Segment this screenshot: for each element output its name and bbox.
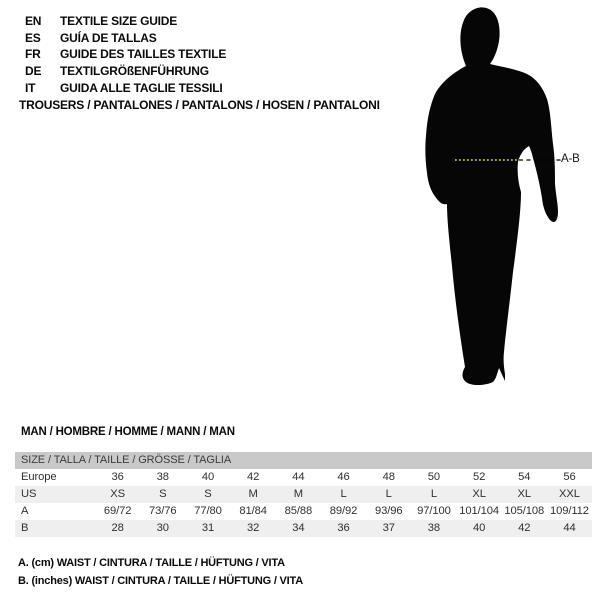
table-cell: XXL <box>559 488 580 500</box>
table-cell: 42 <box>247 471 260 483</box>
table-cell: XS <box>110 488 125 500</box>
language-legend <box>25 13 226 96</box>
table-row-europe <box>15 469 592 486</box>
table-cell: 52 <box>472 471 486 483</box>
table-cell: 73/76 <box>149 505 177 517</box>
row-label: Europe <box>21 471 57 483</box>
table-cell: S <box>204 488 212 500</box>
table-cell: 31 <box>201 522 215 534</box>
man-silhouette-shape <box>425 7 558 385</box>
table-cell: 40 <box>201 471 215 483</box>
measurement-notes <box>18 555 303 591</box>
language-label: GUIDA ALLE TAGLIE TESSILI <box>60 80 223 95</box>
language-code: DE <box>25 64 42 79</box>
man-silhouette <box>400 0 600 400</box>
table-cell: 89/92 <box>329 505 358 517</box>
table-cell: L <box>340 488 347 500</box>
table-cell: 40 <box>472 522 486 534</box>
table-cell: 54 <box>518 471 531 483</box>
table-cell: 77/80 <box>194 505 222 517</box>
language-row <box>25 13 226 30</box>
table-cell: 36 <box>337 522 350 534</box>
table-cell: 28 <box>111 522 124 534</box>
row-label: B <box>21 522 29 534</box>
table-cell: 42 <box>518 522 531 534</box>
table-cell: 105/108 <box>504 505 545 517</box>
table-cell: 50 <box>427 471 441 483</box>
language-code: IT <box>25 80 36 95</box>
row-label: A <box>21 505 29 517</box>
table-cell: 44 <box>292 471 305 483</box>
measure-label: A-B <box>561 153 580 165</box>
table-cell: S <box>159 488 167 500</box>
table-cell: XL <box>517 488 532 500</box>
language-code: EN <box>25 14 42 28</box>
language-row <box>25 46 226 63</box>
table-cell: 36 <box>111 471 124 483</box>
table-cell: 85/88 <box>284 505 313 517</box>
table-cell: 38 <box>427 522 441 534</box>
language-code: FR <box>25 47 41 62</box>
note-b: B. (inches) WAIST / CINTURA / TAILLE / HÜFTUNG / VITA <box>18 574 303 587</box>
table-cell: M <box>248 488 258 500</box>
row-label: US <box>21 488 37 500</box>
table-cell: XL <box>472 488 486 500</box>
table-cell: 97/100 <box>417 505 451 517</box>
table-cell: 32 <box>247 522 260 534</box>
table-cell: 56 <box>563 471 576 483</box>
language-label: GUIDE DES TAILLES TEXTILE <box>60 47 227 62</box>
size-table-header: SIZE / TALLA / TAILLE / GRÖSSE / TAGLIA <box>15 452 592 469</box>
language-row <box>25 30 226 47</box>
table-cell: L <box>385 488 392 500</box>
table-cell: 34 <box>292 522 305 534</box>
section-title: MAN / HOMBRE / HOMME / MANN / MAN <box>21 426 235 438</box>
table-cell: L <box>430 488 437 500</box>
table-cell: 44 <box>563 522 576 534</box>
table-cell: M <box>293 488 303 500</box>
garment-title: TROUSERS / PANTALONES / PANTALONS / HOSEN / PANTALONI <box>19 98 380 112</box>
table-row-us <box>15 486 592 503</box>
table-cell: 46 <box>337 471 350 483</box>
table-cell: 30 <box>156 522 169 534</box>
size-table <box>15 452 592 537</box>
table-row-b-inches <box>15 520 592 537</box>
language-row <box>25 80 226 97</box>
man-silhouette-svg <box>400 0 600 400</box>
language-label: GUÍA DE TALLAS <box>60 30 157 45</box>
note-a: A. (cm) WAIST / CINTURA / TAILLE / HÜFTUNG / VITA <box>18 557 285 569</box>
table-cell: 69/72 <box>103 505 132 517</box>
table-cell: 48 <box>382 471 395 483</box>
language-label: TEXTILGRÖßENFÜHRUNG <box>60 64 209 79</box>
language-row <box>25 63 226 80</box>
table-row-a-cm <box>15 503 592 520</box>
table-cell: 93/96 <box>374 505 403 517</box>
language-code: ES <box>25 30 41 45</box>
table-cell: 109/112 <box>550 505 589 517</box>
language-label: TEXTILE SIZE GUIDE <box>60 14 178 28</box>
table-cell: 101/104 <box>459 505 499 517</box>
table-cell: 38 <box>156 471 169 483</box>
table-cell: 37 <box>382 522 395 534</box>
table-cell: 81/84 <box>239 505 267 517</box>
